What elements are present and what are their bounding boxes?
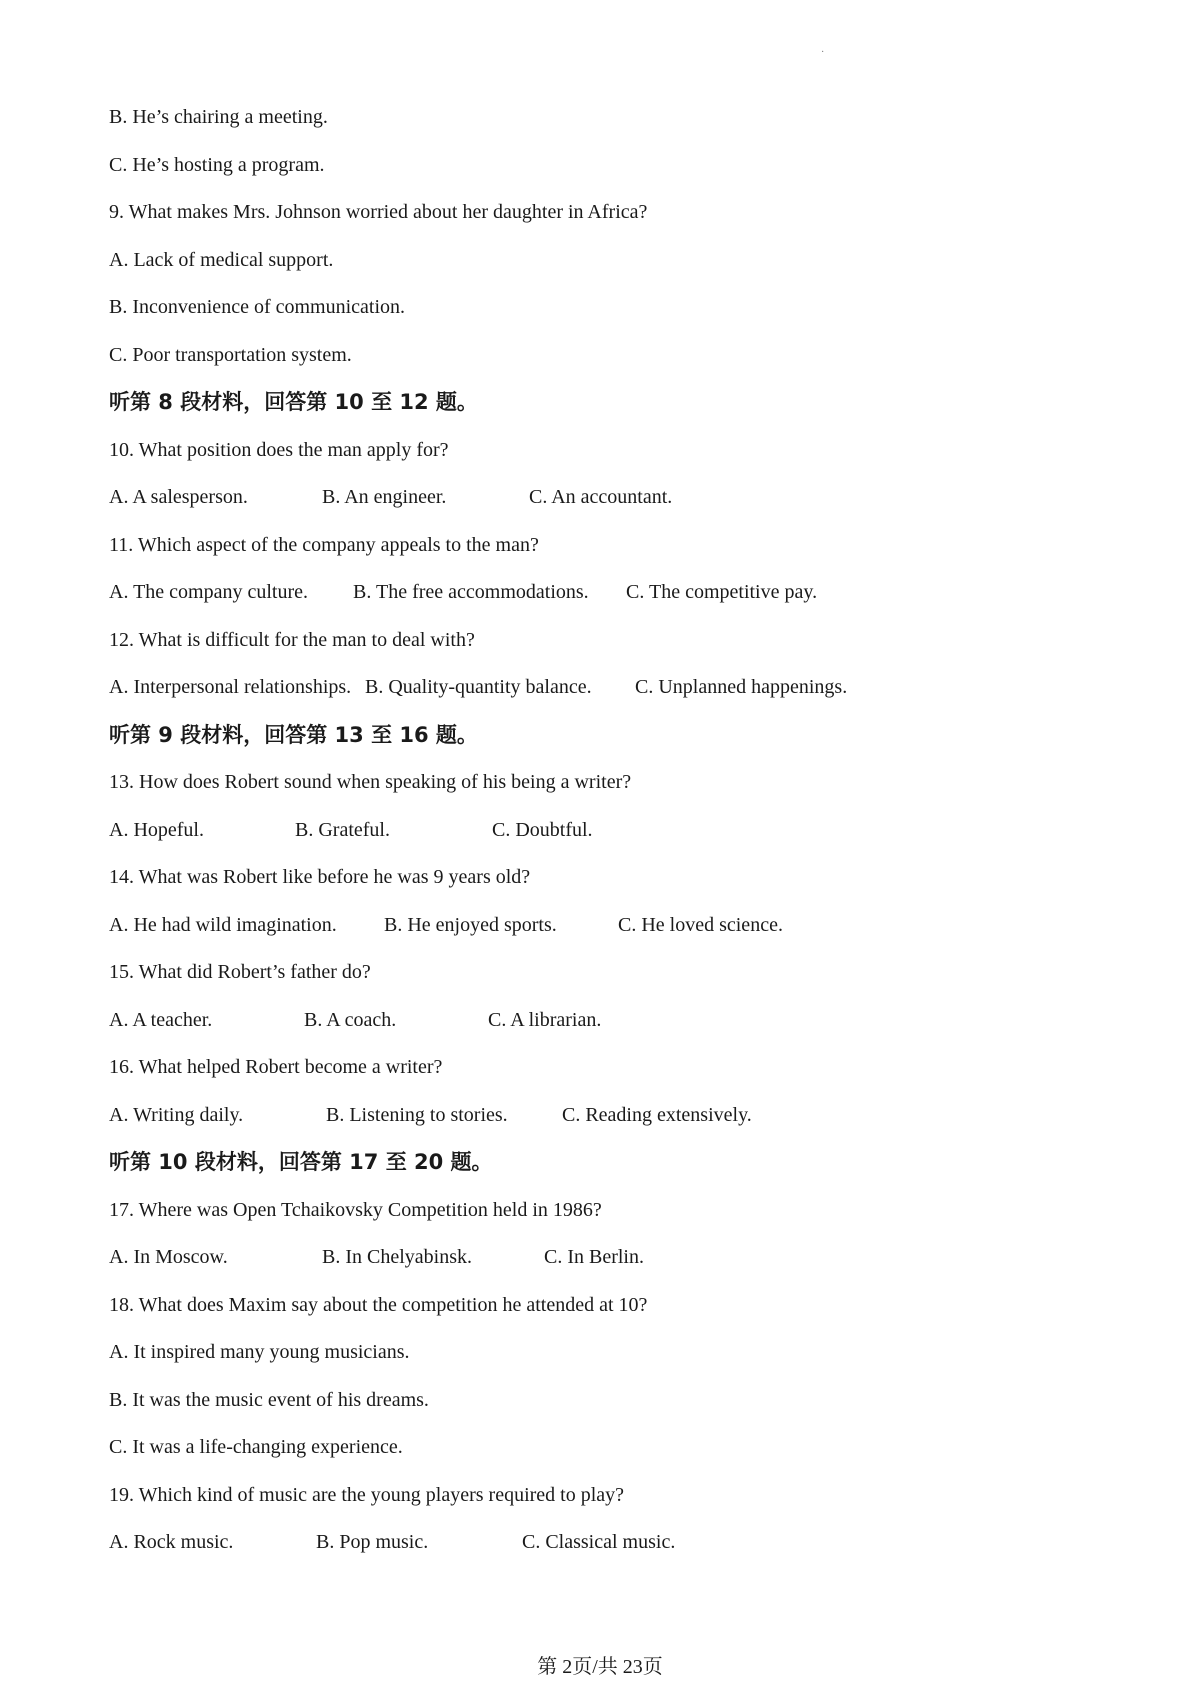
option-9a: A. Lack of medical support. — [109, 249, 334, 271]
option-12a: A. Interpersonal relationships. — [109, 676, 352, 698]
option-9c: C. Poor transportation system. — [109, 344, 352, 366]
option-10b: B. An engineer. — [322, 486, 447, 508]
option-16b: B. Listening to stories. — [326, 1104, 508, 1126]
options-19 — [109, 1528, 1009, 1556]
options-15 — [109, 1006, 1009, 1034]
option-16c: C. Reading extensively. — [562, 1104, 752, 1126]
options-13 — [109, 816, 1009, 844]
option-15a: A. A teacher. — [109, 1009, 213, 1031]
option-11b: B. The free accommodations. — [353, 581, 589, 603]
option-18c: C. It was a life-changing experience. — [109, 1436, 403, 1458]
question-18: 18. What does Maxim say about the competition he attended at 10? — [109, 1294, 648, 1316]
option-17b: B. In Chelyabinsk. — [322, 1246, 472, 1268]
option-16a: A. Writing daily. — [109, 1104, 244, 1126]
option-12c: C. Unplanned happenings. — [635, 676, 848, 698]
question-16: 16. What helped Robert become a writer? — [109, 1056, 443, 1078]
question-14: 14. What was Robert like before he was 9 years old? — [109, 866, 531, 888]
question-19: 19. Which kind of music are the young players required to play? — [109, 1484, 625, 1506]
option-15c: C. A librarian. — [488, 1009, 602, 1031]
question-13: 13. How does Robert sound when speaking of his being a writer? — [109, 771, 632, 793]
option-8c: C. He’s hosting a program. — [109, 154, 325, 176]
options-12 — [109, 673, 1009, 701]
option-9b: B. Inconvenience of communication. — [109, 296, 406, 318]
page-number-footer: 第 2页/共 23页 — [537, 1656, 663, 1678]
question-10: 10. What position does the man apply for? — [109, 439, 449, 461]
options-11 — [109, 578, 1009, 606]
question-11: 11. Which aspect of the company appeals to the man? — [109, 534, 539, 556]
option-19b: B. Pop music. — [316, 1531, 429, 1553]
option-19a: A. Rock music. — [109, 1531, 234, 1553]
option-12b: B. Quality-quantity balance. — [365, 676, 592, 698]
option-17c: C. In Berlin. — [544, 1246, 644, 1268]
option-15b: B. A coach. — [304, 1009, 397, 1031]
options-17 — [109, 1243, 1009, 1271]
option-14b: B. He enjoyed sports. — [384, 914, 557, 936]
section-heading-9: 听第 9 段材料，回答第 13 至 16 题。 — [109, 723, 478, 747]
question-12: 12. What is difficult for the man to deal with? — [109, 629, 475, 651]
option-13a: A. Hopeful. — [109, 819, 204, 841]
option-17a: A. In Moscow. — [109, 1246, 228, 1268]
option-11a: A. The company culture. — [109, 581, 309, 603]
option-11c: C. The competitive pay. — [626, 581, 818, 603]
section-heading-10: 听第 10 段材料，回答第 17 至 20 题。 — [109, 1150, 493, 1174]
options-10 — [109, 483, 1009, 511]
option-10c: C. An accountant. — [529, 486, 673, 508]
question-15: 15. What did Robert’s father do? — [109, 961, 371, 983]
header-mark: · — [821, 47, 825, 58]
option-18a: A. It inspired many young musicians. — [109, 1341, 410, 1363]
option-8b: B. He’s chairing a meeting. — [109, 106, 328, 128]
question-9: 9. What makes Mrs. Johnson worried about her daughter in Africa? — [109, 201, 648, 223]
option-19c: C. Classical music. — [522, 1531, 676, 1553]
option-13c: C. Doubtful. — [492, 819, 593, 841]
options-14 — [109, 911, 1009, 939]
section-heading-8: 听第 8 段材料，回答第 10 至 12 题。 — [109, 390, 478, 414]
option-14c: C. He loved science. — [618, 914, 783, 936]
question-17: 17. Where was Open Tchaikovsky Competition held in 1986? — [109, 1199, 602, 1221]
option-13b: B. Grateful. — [295, 819, 390, 841]
option-18b: B. It was the music event of his dreams. — [109, 1389, 429, 1411]
option-10a: A. A salesperson. — [109, 486, 248, 508]
options-16 — [109, 1101, 1009, 1129]
option-14a: A. He had wild imagination. — [109, 914, 337, 936]
